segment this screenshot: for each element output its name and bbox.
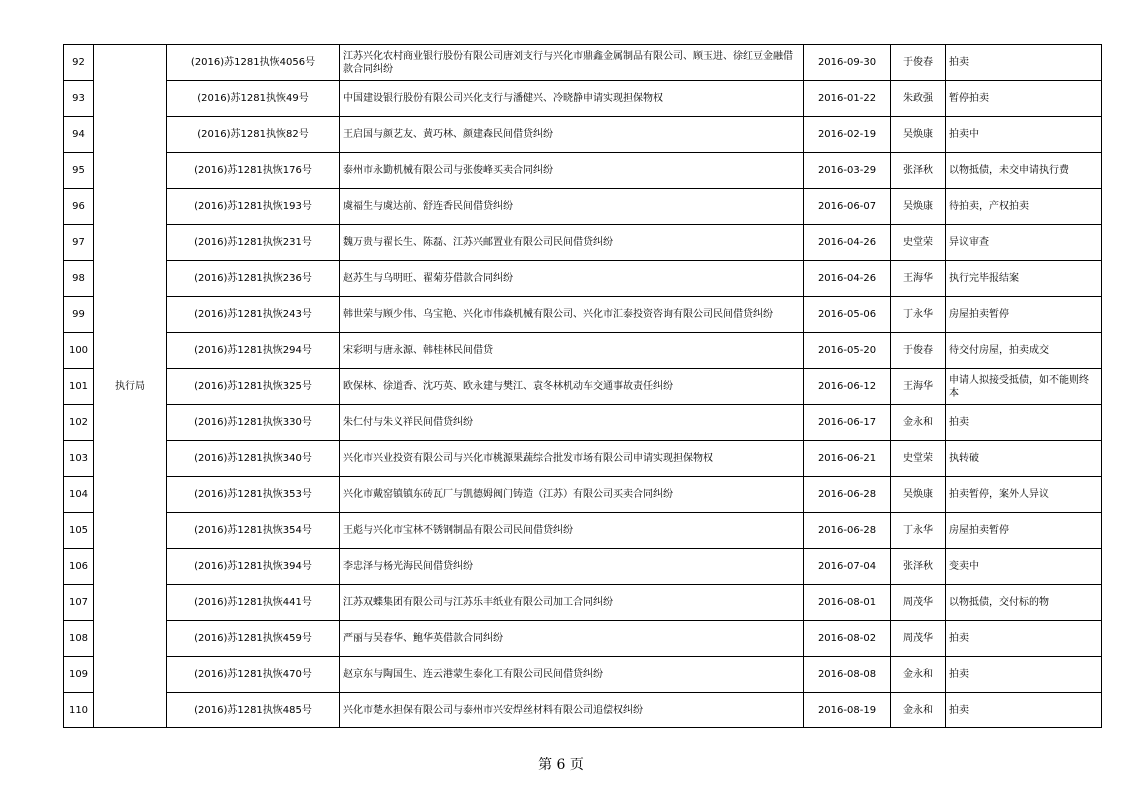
judge-cell: 金永和: [891, 657, 946, 693]
case-title-cell: 虞福生与虞达前、舒连香民间借贷纠纷: [340, 189, 804, 225]
row-number-cell: 107: [64, 585, 94, 621]
row-number-cell: 94: [64, 117, 94, 153]
judge-cell: 金永和: [891, 405, 946, 441]
table-row: [64, 81, 1102, 117]
table-row: [64, 441, 1102, 477]
table-row: [64, 513, 1102, 549]
page-footer: 第 6 页: [538, 757, 584, 773]
judge-cell: 史堂荣: [891, 225, 946, 261]
judge-cell: 周茂华: [891, 585, 946, 621]
status-cell: 变卖中: [946, 549, 1102, 585]
judge-cell: 王海华: [891, 369, 946, 405]
row-number-cell: 96: [64, 189, 94, 225]
judge-cell: 金永和: [891, 693, 946, 728]
case-number-cell: (2016)苏1281执恢459号: [167, 621, 340, 657]
row-number-cell: 106: [64, 549, 94, 585]
case-title-cell: 江苏兴化农村商业银行股份有限公司唐刘支行与兴化市鼎鑫金属制品有限公司、顾玉进、徐红豆金融借款合同纠纷: [340, 45, 804, 81]
table-row: [64, 117, 1102, 153]
case-number-cell: (2016)苏1281执恢243号: [167, 297, 340, 333]
row-number-cell: 99: [64, 297, 94, 333]
case-number-cell: (2016)苏1281执恢231号: [167, 225, 340, 261]
judge-cell: 丁永华: [891, 513, 946, 549]
case-number-cell: (2016)苏1281执恢340号: [167, 441, 340, 477]
case-title-cell: 王彪与兴化市宝林不锈钢制品有限公司民间借贷纠纷: [340, 513, 804, 549]
case-table: [63, 44, 1102, 728]
filing-date-cell: 2016-05-20: [804, 333, 891, 369]
case-title-cell: 韩世荣与顾少伟、乌宝艳、兴化市伟焱机械有限公司、兴化市汇泰投资咨询有限公司民间借贷纠纷: [340, 297, 804, 333]
judge-cell: 于俊春: [891, 333, 946, 369]
status-cell: 拍卖中: [946, 117, 1102, 153]
filing-date-cell: 2016-04-26: [804, 225, 891, 261]
case-number-cell: (2016)苏1281执恢394号: [167, 549, 340, 585]
case-number-cell: (2016)苏1281执恢236号: [167, 261, 340, 297]
status-cell: 以物抵债，未交申请执行费: [946, 153, 1102, 189]
filing-date-cell: 2016-06-17: [804, 405, 891, 441]
case-title-cell: 李忠泽与杨光海民间借贷纠纷: [340, 549, 804, 585]
case-number-cell: (2016)苏1281执恢4056号: [167, 45, 340, 81]
case-number-cell: (2016)苏1281执恢485号: [167, 693, 340, 728]
status-cell: 以物抵债，交付标的物: [946, 585, 1102, 621]
table-row: [64, 477, 1102, 513]
filing-date-cell: 2016-08-02: [804, 621, 891, 657]
judge-cell: 吴焕康: [891, 117, 946, 153]
status-cell: 申请人拟接受抵债，如不能则终本: [946, 369, 1102, 405]
filing-date-cell: 2016-05-06: [804, 297, 891, 333]
status-cell: 拍卖: [946, 45, 1102, 81]
case-title-cell: 兴化市兴业投资有限公司与兴化市桃源果蔬综合批发市场有限公司申请实现担保物权: [340, 441, 804, 477]
judge-cell: 吴焕康: [891, 189, 946, 225]
case-title-cell: 欧保林、徐道香、沈巧英、欧永建与樊江、袁冬林机动车交通事故责任纠纷: [340, 369, 804, 405]
table-row: [64, 333, 1102, 369]
case-number-cell: (2016)苏1281执恢82号: [167, 117, 340, 153]
table-row: [64, 621, 1102, 657]
status-cell: 拍卖: [946, 693, 1102, 728]
filing-date-cell: 2016-08-08: [804, 657, 891, 693]
case-title-cell: 宋彩明与唐永源、韩桂林民间借贷: [340, 333, 804, 369]
row-number-cell: 97: [64, 225, 94, 261]
table-row: [64, 657, 1102, 693]
table-row: [64, 45, 1102, 81]
row-number-cell: 92: [64, 45, 94, 81]
row-number-cell: 95: [64, 153, 94, 189]
case-number-cell: (2016)苏1281执恢49号: [167, 81, 340, 117]
case-number-cell: (2016)苏1281执恢354号: [167, 513, 340, 549]
judge-cell: 周茂华: [891, 621, 946, 657]
table-row: [64, 369, 1102, 405]
row-number-cell: 102: [64, 405, 94, 441]
judge-cell: 朱政强: [891, 81, 946, 117]
judge-cell: 于俊春: [891, 45, 946, 81]
case-title-cell: 泰州市永勤机械有限公司与张俊峰买卖合同纠纷: [340, 153, 804, 189]
filing-date-cell: 2016-06-21: [804, 441, 891, 477]
status-cell: 拍卖: [946, 405, 1102, 441]
filing-date-cell: 2016-06-12: [804, 369, 891, 405]
row-number-cell: 93: [64, 81, 94, 117]
case-number-cell: (2016)苏1281执恢294号: [167, 333, 340, 369]
row-number-cell: 105: [64, 513, 94, 549]
status-cell: 拍卖: [946, 621, 1102, 657]
judge-cell: 王海华: [891, 261, 946, 297]
status-cell: 拍卖: [946, 657, 1102, 693]
status-cell: 暂停拍卖: [946, 81, 1102, 117]
table-row: [64, 405, 1102, 441]
status-cell: 待拍卖，产权拍卖: [946, 189, 1102, 225]
case-title-cell: 兴化市楚水担保有限公司与泰州市兴安焊丝材料有限公司追偿权纠纷: [340, 693, 804, 728]
filing-date-cell: 2016-07-04: [804, 549, 891, 585]
status-cell: 房屋拍卖暂停: [946, 513, 1102, 549]
case-title-cell: 赵苏生与乌明旺、翟菊芬借款合同纠纷: [340, 261, 804, 297]
table-row: [64, 189, 1102, 225]
status-cell: 待交付房屋，拍卖成交: [946, 333, 1102, 369]
case-number-cell: (2016)苏1281执恢330号: [167, 405, 340, 441]
table-row: [64, 225, 1102, 261]
case-title-cell: 兴化市戴窑镇镇东砖瓦厂与凯德姆阀门铸造（江苏）有限公司买卖合同纠纷: [340, 477, 804, 513]
filing-date-cell: 2016-03-29: [804, 153, 891, 189]
judge-cell: 张泽秋: [891, 549, 946, 585]
judge-cell: 张泽秋: [891, 153, 946, 189]
case-title-cell: 王启国与颜艺友、黄巧林、颜建森民间借贷纠纷: [340, 117, 804, 153]
filing-date-cell: 2016-02-19: [804, 117, 891, 153]
filing-date-cell: 2016-01-22: [804, 81, 891, 117]
judge-cell: 史堂荣: [891, 441, 946, 477]
table-row: [64, 693, 1102, 728]
filing-date-cell: 2016-08-01: [804, 585, 891, 621]
case-number-cell: (2016)苏1281执恢470号: [167, 657, 340, 693]
table-row: [64, 153, 1102, 189]
table-row: [64, 261, 1102, 297]
case-number-cell: (2016)苏1281执恢353号: [167, 477, 340, 513]
case-title-cell: 严丽与吴春华、鲍华英借款合同纠纷: [340, 621, 804, 657]
case-table-body: [64, 45, 1102, 728]
case-title-cell: 朱仁付与朱义祥民间借贷纠纷: [340, 405, 804, 441]
table-row: [64, 549, 1102, 585]
status-cell: 异议审查: [946, 225, 1102, 261]
status-cell: 拍卖暂停，案外人异议: [946, 477, 1102, 513]
row-number-cell: 103: [64, 441, 94, 477]
filing-date-cell: 2016-06-28: [804, 477, 891, 513]
row-number-cell: 110: [64, 693, 94, 728]
department-cell: 执行局: [94, 45, 167, 728]
status-cell: 房屋拍卖暂停: [946, 297, 1102, 333]
case-title-cell: 中国建设银行股份有限公司兴化支行与潘健兴、冷晓静申请实现担保物权: [340, 81, 804, 117]
judge-cell: 吴焕康: [891, 477, 946, 513]
row-number-cell: 109: [64, 657, 94, 693]
filing-date-cell: 2016-06-28: [804, 513, 891, 549]
filing-date-cell: 2016-09-30: [804, 45, 891, 81]
row-number-cell: 108: [64, 621, 94, 657]
status-cell: 执行完毕报结案: [946, 261, 1102, 297]
case-number-cell: (2016)苏1281执恢193号: [167, 189, 340, 225]
case-number-cell: (2016)苏1281执恢325号: [167, 369, 340, 405]
filing-date-cell: 2016-08-19: [804, 693, 891, 728]
row-number-cell: 100: [64, 333, 94, 369]
case-number-cell: (2016)苏1281执恢176号: [167, 153, 340, 189]
row-number-cell: 98: [64, 261, 94, 297]
status-cell: 执转破: [946, 441, 1102, 477]
judge-cell: 丁永华: [891, 297, 946, 333]
filing-date-cell: 2016-06-07: [804, 189, 891, 225]
filing-date-cell: 2016-04-26: [804, 261, 891, 297]
row-number-cell: 104: [64, 477, 94, 513]
row-number-cell: 101: [64, 369, 94, 405]
case-title-cell: 江苏双蝶集团有限公司与江苏乐丰纸业有限公司加工合同纠纷: [340, 585, 804, 621]
table-row: [64, 585, 1102, 621]
case-number-cell: (2016)苏1281执恢441号: [167, 585, 340, 621]
case-title-cell: 魏万贵与翟长生、陈磊、江苏兴邮置业有限公司民间借贷纠纷: [340, 225, 804, 261]
table-row: [64, 297, 1102, 333]
case-title-cell: 赵京东与陶国生、连云港蒙生泰化工有限公司民间借贷纠纷: [340, 657, 804, 693]
